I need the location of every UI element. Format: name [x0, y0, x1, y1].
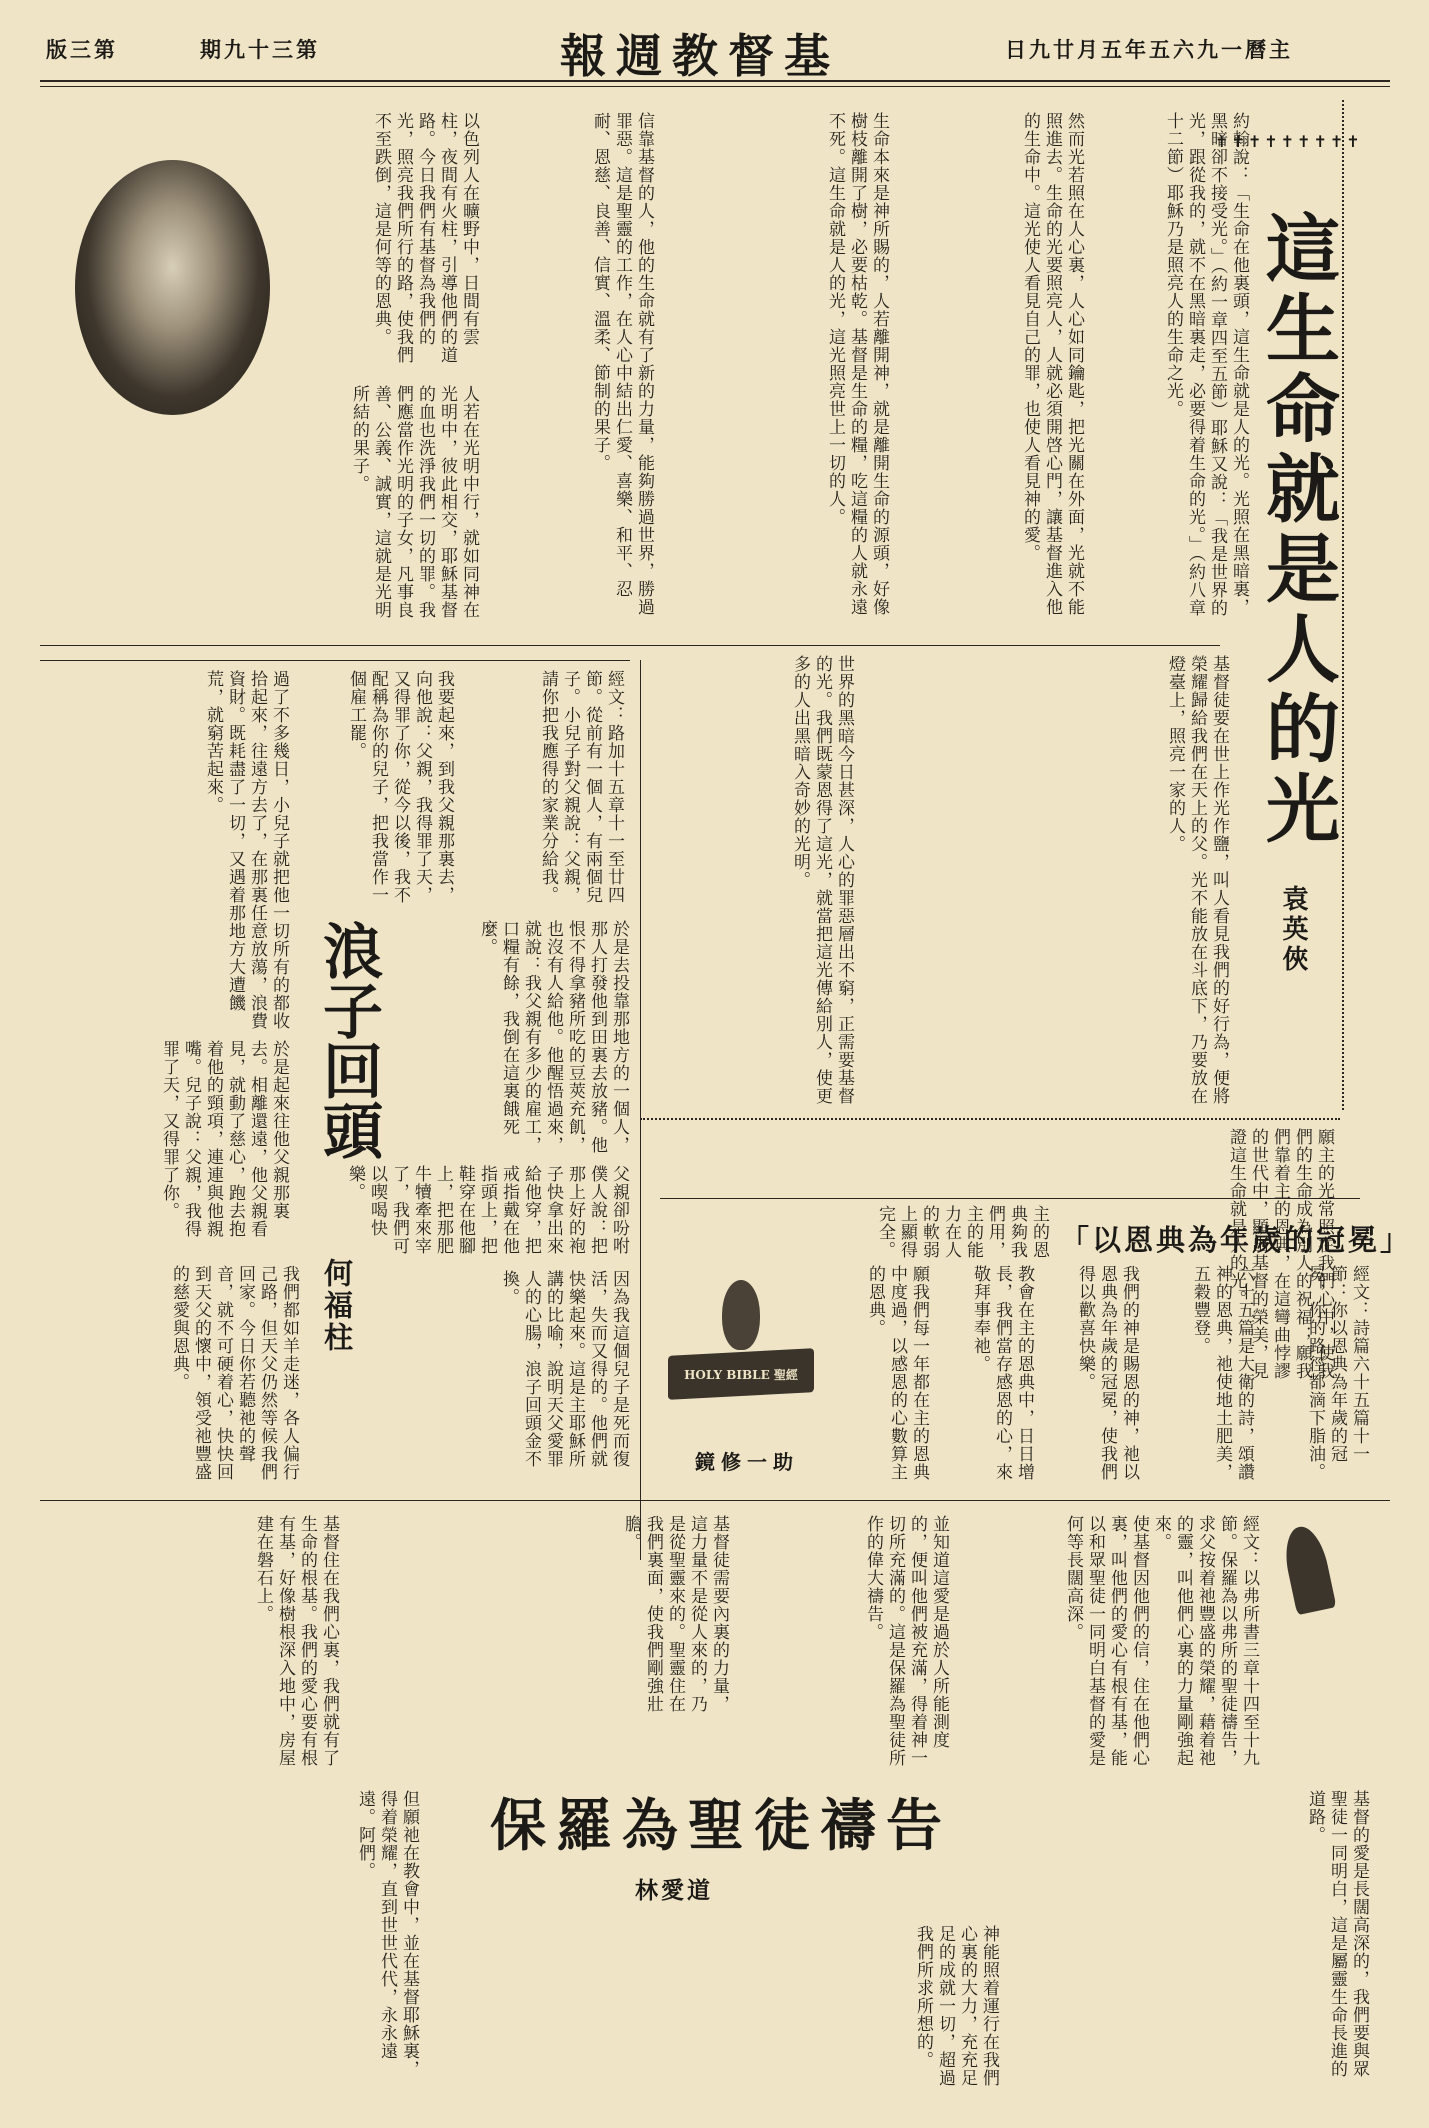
bible-caption: HOLY BIBLE 聖經 [684, 1368, 798, 1382]
edition-label: 版三第 [46, 37, 118, 62]
issue-date: 日九廿月五年五六九一曆主 [1005, 37, 1293, 62]
prodigal-column: 經文：路加十五章十一至廿四節。從前有一個人，有兩個兒子。小兒子對父親說：父親，請你把我應得的家業分給我。 [538, 670, 624, 904]
bible-illustration [660, 1280, 820, 1440]
thanks-column: 我們的神是賜恩的神，祂以恩典為年歲的冠冕，使我們得以歡喜快樂。 [1075, 1265, 1139, 1481]
lead-article-author: 袁英俠 [1278, 885, 1308, 975]
cross-ornament: ✝✝✝✝✝✝✝✝✝ [1215, 132, 1363, 151]
prodigal-title: 浪子回頭 [313, 920, 383, 1160]
prodigal-column: 過了不多幾日，小兒子就把他一切所有的都收拾起來，往遠方去了，在那裏任意放蕩，浪費資財。既耗盡了一切，又遇着那地方大遭饑荒，就窮苦起來。 [203, 670, 289, 1030]
lead-article-column: 然而光若照在人心裏，人心如同鑰匙，把光關在外面，光就不能照進去。生命的光要照亮人，人就必須開啓心門，讓基督進入他的生命中。這光使人看見自己的罪，也使人看見神的愛。 [1020, 112, 1084, 616]
paul-column: 神能照着運行在我們心裏的大力，充充足足的成就一切，超過我們所求所想的。 [913, 1925, 999, 2087]
lead-article-column: 基督徒要在世上作光作鹽，叫人看見我們的好行為，便將榮耀歸給我們在天上的父。光不能放在斗底下，乃要放在燈臺上，照亮一家的人。 [1165, 655, 1229, 1105]
prodigal-column: 於是去投靠那地方的一個人，那人打發他到田裏去放豬。他恨不得拿豬所吃的豆莢充飢，也沒有人給他。他醒悟過來，就說：我父親有多少的雇工，口糧有餘，我倒在這裏餓死麼。 [477, 920, 629, 1154]
lead-article-column: 以色列人在曠野中，日間有雲柱，夜間有火柱，引導他們的道路。今日我們有基督為我們的光，照亮我們所行的路，使我們不至跌倒，這是何等的恩典。 [371, 112, 479, 364]
thanks-column: 六十五篇是大衛的詩，頌讚神的恩典，祂使地土肥美，五穀豐登。 [1190, 1265, 1254, 1481]
thanks-column: 主的恩典夠我們用，主的能力在人的軟弱上顯得完全。 [875, 1205, 1049, 1259]
lead-article-column: 約翰說：「生命在他裏頭，這生命就是人的光。光照在黑暗裏，黑暗卻不接受光。」（約一章四至五節）耶穌又說：「我是世界的光，跟從我的，就不在黑暗裏走，必要得着生命的光。」（約八章十二節）耶穌乃是照亮人的生命之光。 [1163, 112, 1249, 617]
bottom-section-rule [40, 1500, 1390, 1501]
paul-column: 但願祂在教會中，並在基督耶穌裏，得着榮耀，直到世世代代，永永遠遠。阿們。 [355, 1790, 419, 2078]
paul-author: 林愛道 [635, 1877, 713, 1904]
lead-article-column: 信靠基督的人，他的生命就有了新的力量，能夠勝過世界，勝過罪惡。這是聖靈的工作，在人心中結出仁愛、喜樂、和平、忍耐、恩慈、良善、信實、溫柔、節制的果子。 [590, 112, 654, 616]
thanks-column: 願我們每一年都在主的恩典中度過，以感恩的心數算主的恩典。 [865, 1265, 929, 1481]
lead-article-column: 人若在光明中行，就如同神在光明中，彼此相交，耶穌基督的血也洗淨我們一切的罪。我們應當作光明的子女，凡事良善、公義、誠實，這就是光明所結的果子。 [349, 385, 479, 619]
header-rule-top [40, 80, 1390, 82]
paul-column: 並知道這愛是過於人所能測度的，便叫他們被充滿，得着神一切所充滿的。這是保羅為聖徒所作的偉大禱告。 [863, 1515, 949, 1767]
prodigal-author: 何福柱 [320, 1258, 354, 1354]
christ-portrait [75, 160, 270, 415]
paul-title: 保羅為聖徒禱告 [490, 1793, 952, 1859]
flame-icon [722, 1280, 760, 1350]
prodigal-divider [640, 660, 641, 1560]
paul-column: 經文：以弗所書三章十四至十九節。保羅為以弗所的聖徒禱告，求父按着祂豐盛的榮耀，藉着祂的靈，叫他們心裏的力量剛強起來。 [1151, 1515, 1259, 1767]
lead-article-column: 願主的光常照在我們心中，使我們的生命成為別人的祝福；願我們靠着主的恩典，在這彎曲悖謬的世代中，顯出基督的榮美，見證這生命就是人的光。 [1226, 1128, 1334, 1380]
lead-band-rule [40, 645, 1220, 646]
lead-divider [1342, 100, 1344, 1110]
thanks-title: 「以恩典為年歲的冠冕」 [1060, 1223, 1413, 1257]
lead-article-column: 世界的黑暗今日甚深，人心的罪惡層出不窮，正需要基督的光。我們既蒙恩得了這光，就當把這光傳給別人，使更多的人出黑暗入奇妙的光明。 [790, 655, 854, 1105]
prodigal-column: 我們都如羊走迷，各人偏行己路，但天父仍然等候我們回家。今日你若聽祂的聲音，就不可硬着心，快快回到天父的懷中，領受祂豐盛的慈愛與恩典。 [169, 1265, 299, 1481]
praying-hands-icon [1270, 1520, 1350, 1620]
paul-column: 基督的愛是長闊高深的，我們要與眾聖徒一同明白，這是屬靈生命長進的道路。 [1305, 1790, 1369, 2078]
lead-article-column: 生命本來是神所賜的，人若離開神，就是離開生命的源頭，好像樹枝離開了樹，必要枯乾。基督是生命的糧，吃這糧的人就永遠不死。這生命就是人的光，這光照亮世上一切的人。 [825, 112, 889, 616]
bible-illustration-caption: 鏡修一助 [695, 1450, 799, 1474]
paul-column: 使基督因他們的信，住在他們心裏，叫他們的愛心有根有基，能以和眾聖徒一同明白基督的愛是何等長闊高深。 [1063, 1515, 1149, 1767]
thanks-column: 經文：詩篇六十五篇十一節：你以恩典為年歲的冠冕，你的路徑都滴下脂油。 [1305, 1265, 1369, 1481]
paul-column: 基督住在我們心裏，我們就有了生命的根基。我們的愛心要有根有基，好像樹根深入地中，房屋建在磐石上。 [253, 1515, 339, 1767]
thanks-top-rule [660, 1198, 1360, 1199]
thanks-column: 教會在主的恩典中，日日增長，我們當存感恩的心，來敬拜事奉祂。 [970, 1265, 1034, 1481]
prodigal-column: 父親卻吩咐僕人說：把那上好的袍子快拿出來給他穿，把戒指戴在他指頭上，把鞋穿在他腳上，把那肥牛犢牽來宰了，我們可以喫喝快樂。 [345, 1165, 629, 1255]
prodigal-top-rule [40, 660, 630, 661]
header-rule-bottom [40, 86, 1390, 87]
masthead-title: 報週教督基 [560, 29, 840, 83]
paul-column: 基督徒需要內裏的力量，這力量不是從人來的，乃是從聖靈來的。聖靈住在我們裏面，使我們剛強壯膽。 [621, 1515, 729, 1713]
prodigal-column: 因為我這個兒子是死而復活，失而又得的。他們就快樂起來。這是主耶穌所講的比喻，說明天父愛罪人的心腸，浪子回頭金不換。 [499, 1270, 629, 1468]
lead-article-title: 這生命就是人的光 [1254, 210, 1340, 850]
issue-number: 期九十三第 [200, 37, 320, 62]
prodigal-column: 於是起來往他父親那裏去。相離還遠，他父親看見，就動了慈心，跑去抱着他的頸項，連連與他親嘴。兒子說：父親，我得罪了天，又得罪了你。 [159, 1040, 289, 1238]
prodigal-column: 我要起來，到我父親那裏去，向他說：父親，我得罪了天，又得罪了你，從今以後，我不配稱為你的兒子，把我當作一個雇工罷。 [346, 670, 454, 904]
